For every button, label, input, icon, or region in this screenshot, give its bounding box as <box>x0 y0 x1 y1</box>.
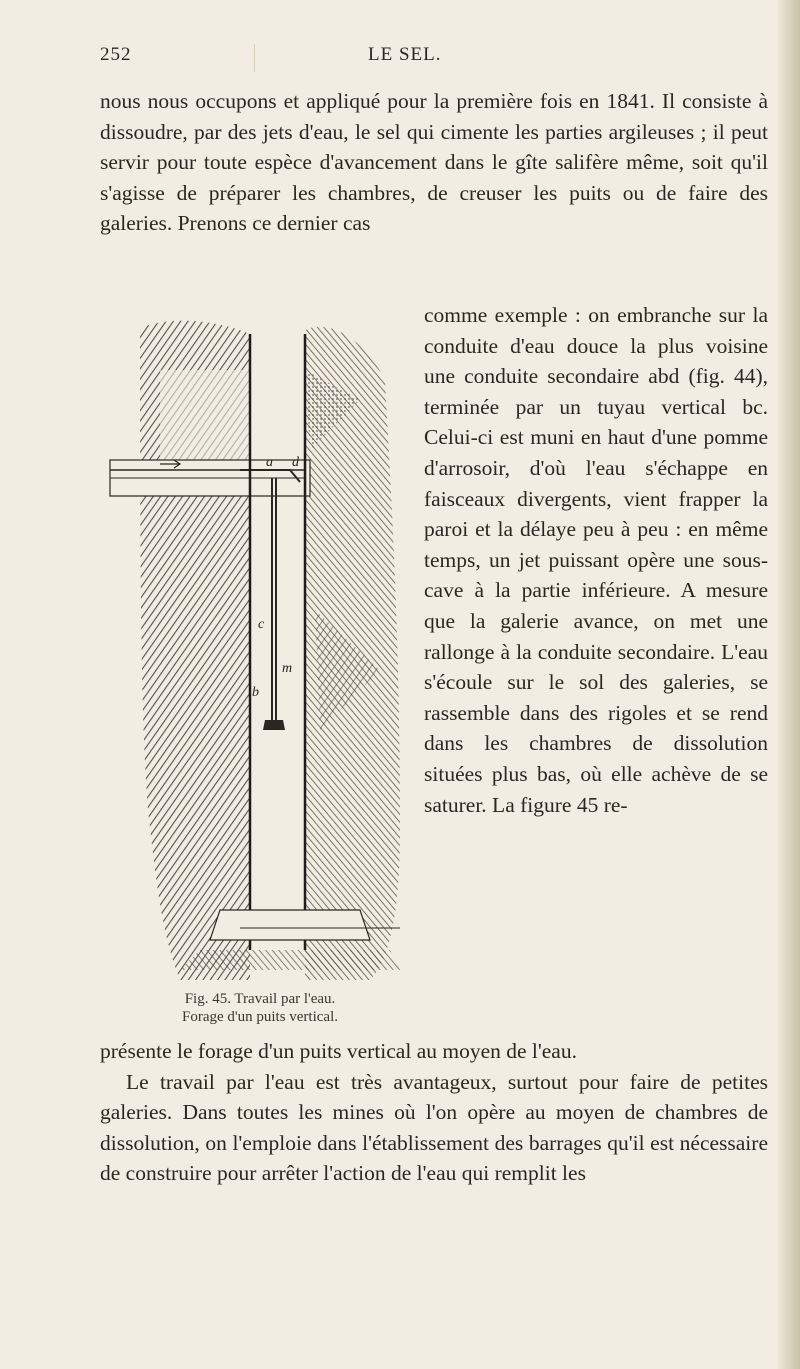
shaft-interior <box>250 334 305 954</box>
page-number: 252 <box>100 44 132 65</box>
running-title: LE SEL. <box>368 44 442 65</box>
paragraph-side: comme exemple : on embranche sur la conduite d'eau douce la plus voisine une conduite secondaire abd (fig. 44), terminée par un tuyau vertical bc. Celui-ci est muni en haut d'une pomme d'arrosoir, d'où l'eau s'échappe en faisceaux divergents, vient frapper la paroi et la délaye peu à peu : en même temps, un jet puissant opère une sous-cave à la partie inférieure. A mesure que la galerie avance, on met une rallonge à la conduite secondaire. L'eau s'écoule sur le sol des galeries, se rassemble dans des rigoles et se rend dans les chambres de dissolution situées plus bas, où elle achève de se saturer. La figure 45 re- <box>424 303 768 817</box>
label-m: m <box>282 661 293 676</box>
paragraph-bottom-line-1: présente le forage d'un puits vertical au moyen de l'eau. <box>100 1039 577 1063</box>
label-d: d <box>292 455 299 470</box>
paragraph-bottom-text: Le travail par l'eau est très avantageux, surtout pour faire de petites galeries. Dans toutes les mines où l'on opère au moyen de chambres de dissolution, on l'emploie dans l'établissement des barrages qu'il est nécessaire de construire pour arrêter l'action de l'eau qui remplit les <box>100 1069 768 1186</box>
paragraph-bottom-block <box>100 1067 768 1189</box>
well-diagram <box>100 310 420 990</box>
rock-left <box>140 321 250 980</box>
rock-right <box>305 327 400 980</box>
paragraph-bottom <box>100 1036 768 1189</box>
caption-line-2: Forage d'un puits vertical. <box>182 1009 338 1025</box>
running-header <box>0 44 800 74</box>
paragraph-top: nous nous occupons et appliqué pour la première fois en 1841. Il consiste à dissoudre, par des jets d'eau, le sel qui cimente les parties argileuses ; il peut servir pour toute espèce d'avancement dans le gîte salifère même, soit qu'il s'agisse de préparer les chambres, de creuser les puits ou de faire des galeries. Prenons ce dernier cas <box>100 89 768 236</box>
label-a: a <box>266 455 273 470</box>
figure-45-well-drilling <box>100 310 420 990</box>
upper-gallery <box>110 460 310 496</box>
page-edge <box>778 0 800 1369</box>
header-divider <box>254 44 255 72</box>
caption-line-1: Fig. 45. Travail par l'eau. <box>184 991 336 1007</box>
label-b: b <box>252 685 259 700</box>
label-c: c <box>258 617 265 632</box>
figure-caption <box>100 990 420 1026</box>
